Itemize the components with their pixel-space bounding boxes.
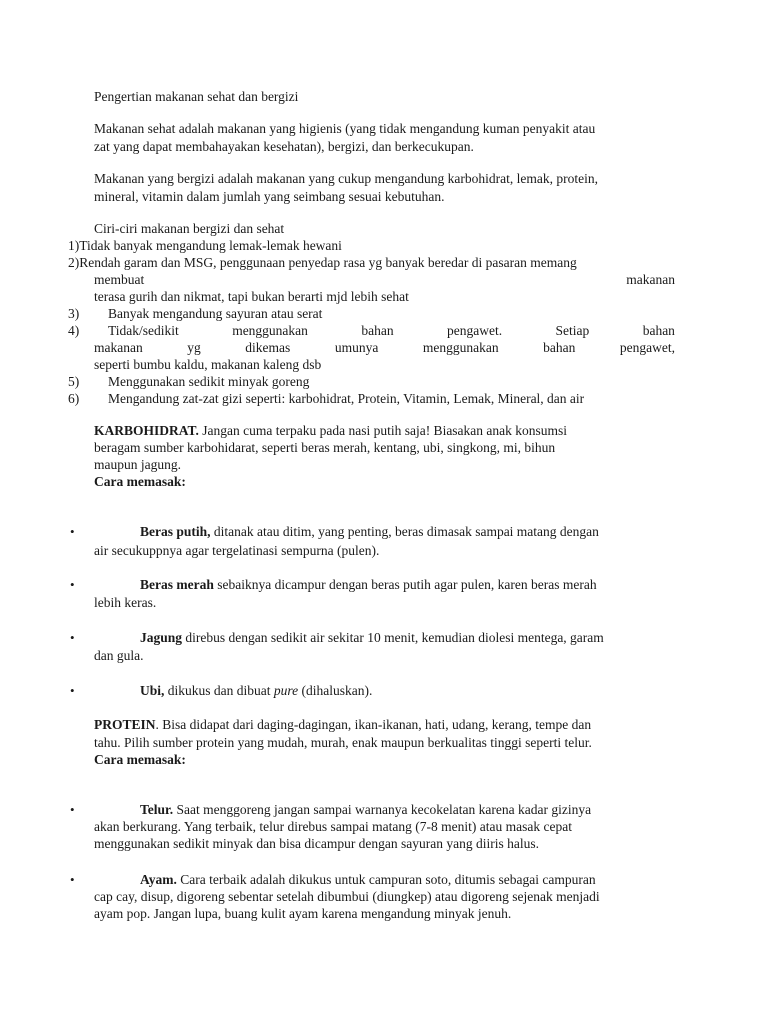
- protein-item-2-line3: ayam pop. Jangan lupa, buang kulit ayam karena mengandung minyak jenuh.: [94, 906, 512, 921]
- para2-line1: Makanan yang bergizi adalah makanan yang cukup mengandung karbohidrat, lemak, protein,: [94, 171, 598, 186]
- karbo-item-1-bold: Beras putih,: [140, 524, 211, 539]
- word: bahan: [361, 323, 394, 338]
- protein-item-2-line2: cap cay, disup, digoreng sebentar setelah dibumbui (diungkep) atau digoreng sejenak menjadi: [94, 889, 600, 904]
- karbohidrat-line1-text: Jangan cuma terpaku pada nasi putih saja! Biasakan anak konsumsi: [202, 423, 568, 438]
- protein-line1: [94, 716, 591, 733]
- karbo-item-2-bold: Beras merah: [140, 577, 214, 592]
- protein-item-1-bold: Telur.: [140, 802, 174, 817]
- bullet-icon: •: [70, 577, 75, 592]
- word: bahan: [543, 340, 576, 355]
- karbo-item-4-text: dikukus dan dibuat: [164, 683, 274, 698]
- protein-item-1-line1: [140, 801, 591, 818]
- karbo-item-1-text: ditanak atau ditim, yang penting, beras dimasak sampai matang dengan: [210, 524, 599, 539]
- bullet-icon: •: [70, 630, 75, 645]
- bullet-icon: •: [70, 683, 75, 698]
- karbo-item-2-line1: [140, 576, 597, 593]
- word: Tidak/sedikit: [108, 323, 179, 338]
- karbo-item-4-italic: pure: [273, 683, 299, 698]
- karbo-item-4-line1: [140, 682, 372, 699]
- karbo-item-1-line1: [140, 523, 599, 540]
- ciri-item-1: 1)Tidak banyak mengandung lemak-lemak hewani: [68, 238, 342, 253]
- karbohidrat-cara-memasak: Cara memasak:: [94, 474, 186, 489]
- word: dikemas: [245, 340, 291, 355]
- ciri-item-5-text: Menggunakan sedikit minyak goreng: [108, 374, 310, 389]
- word: Setiap: [555, 323, 590, 338]
- protein-line2: tahu. Pilih sumber protein yang mudah, murah, enak maupun berkualitas tinggi seperti telur.: [94, 735, 592, 750]
- karbohidrat-heading: KARBOHIDRAT.: [94, 423, 199, 438]
- karbo-item-2-text: sebaiknya dicampur dengan beras putih agar pulen, karen beras merah: [213, 577, 597, 592]
- ciri-item-4-line1: [108, 322, 675, 339]
- protein-item-2-bold: Ayam.: [140, 872, 177, 887]
- word: pengawet,: [619, 340, 675, 355]
- ciri-item-4-line2: [94, 339, 675, 356]
- karbohidrat-line2: beragam sumber karbohidarat, seperti beras merah, kentang, ubi, singkong, mi, bihun: [94, 440, 556, 455]
- protein-item-1-text: Saat menggoreng jangan sampai warnanya kecokelatan karena kadar gizinya: [173, 802, 592, 817]
- karbo-item-2-line2: lebih keras.: [94, 595, 157, 610]
- word: yg: [187, 340, 201, 355]
- page-title: Pengertian makanan sehat dan bergizi: [94, 89, 299, 104]
- word: membuat: [94, 272, 145, 287]
- protein-line1-text: . Bisa didapat dari daging-dagingan, ikan-ikanan, hati, udang, kerang, tempe dan: [155, 717, 592, 732]
- karbo-item-3-bold: Jagung: [140, 630, 183, 645]
- para2-line2: mineral, vitamin dalam jumlah yang seimbang sesuai kebutuhan.: [94, 189, 445, 204]
- ciri-item-3-number: 3): [68, 306, 80, 321]
- protein-heading: PROTEIN: [94, 717, 156, 732]
- ciri-item-2-line3: terasa gurih dan nikmat, tapi bukan berarti mjd lebih sehat: [94, 289, 409, 304]
- karbo-item-4-text-end: (dihaluskan).: [298, 683, 373, 698]
- ciri-item-6-text: Mengandung zat-zat gizi seperti: karbohidrat, Protein, Vitamin, Lemak, Mineral, dan air: [108, 391, 585, 406]
- ciri-item-5-number: 5): [68, 374, 80, 389]
- karbo-item-3-line1: [140, 629, 604, 646]
- word: bahan: [642, 323, 675, 338]
- ciri-item-3-text: Banyak mengandung sayuran atau serat: [108, 306, 323, 321]
- para1-line1: Makanan sehat adalah makanan yang higienis (yang tidak mengandung kuman penyakit atau: [94, 121, 596, 136]
- ciri-item-2-line2: [94, 271, 675, 288]
- karbohidrat-line3: maupun jagung.: [94, 457, 181, 472]
- ciri-item-2-line1: 2)Rendah garam dan MSG, penggunaan penyedap rasa yg banyak beredar di pasaran memang: [68, 255, 577, 270]
- karbo-item-1-line2: air secukuppnya agar tergelatinasi sempurna (pulen).: [94, 543, 380, 558]
- word: makanan: [626, 272, 675, 287]
- ciri-heading: Ciri-ciri makanan bergizi dan sehat: [94, 221, 285, 236]
- karbo-item-3-text: direbus dengan sedikit air sekitar 10 menit, kemudian diolesi mentega, garam: [182, 630, 604, 645]
- karbo-item-3-line2: dan gula.: [94, 648, 144, 663]
- bullet-icon: •: [70, 524, 75, 539]
- karbo-item-4-bold: Ubi,: [140, 683, 165, 698]
- protein-item-2-text: Cara terbaik adalah dikukus untuk campuran soto, ditumis sebagai campuran: [176, 872, 596, 887]
- ciri-item-4-line3: seperti bumbu kaldu, makanan kaleng dsb: [94, 357, 322, 372]
- protein-item-2-line1: [140, 871, 596, 888]
- bullet-icon: •: [70, 872, 75, 887]
- ciri-item-4-number: 4): [68, 323, 80, 338]
- word: menggunakan: [232, 323, 308, 338]
- word: pengawet.: [447, 323, 503, 338]
- word: menggunakan: [422, 340, 499, 355]
- word: makanan: [94, 340, 143, 355]
- ciri-item-6-number: 6): [68, 391, 80, 406]
- protein-item-1-line3: menggunakan sedikit minyak dan bisa dicampur dengan sayuran yang diiris halus.: [94, 836, 540, 851]
- para1-line2: zat yang dapat membahayakan kesehatan), bergizi, dan berkecukupan.: [94, 139, 474, 154]
- word: umunya: [334, 340, 379, 355]
- protein-item-1-line2: akan berkurang. Yang terbaik, telur direbus sampai matang (7-8 menit) atau masak cepat: [94, 819, 572, 834]
- protein-cara-memasak: Cara memasak:: [94, 752, 186, 767]
- karbohidrat-line1: [94, 422, 567, 439]
- bullet-icon: •: [70, 802, 75, 817]
